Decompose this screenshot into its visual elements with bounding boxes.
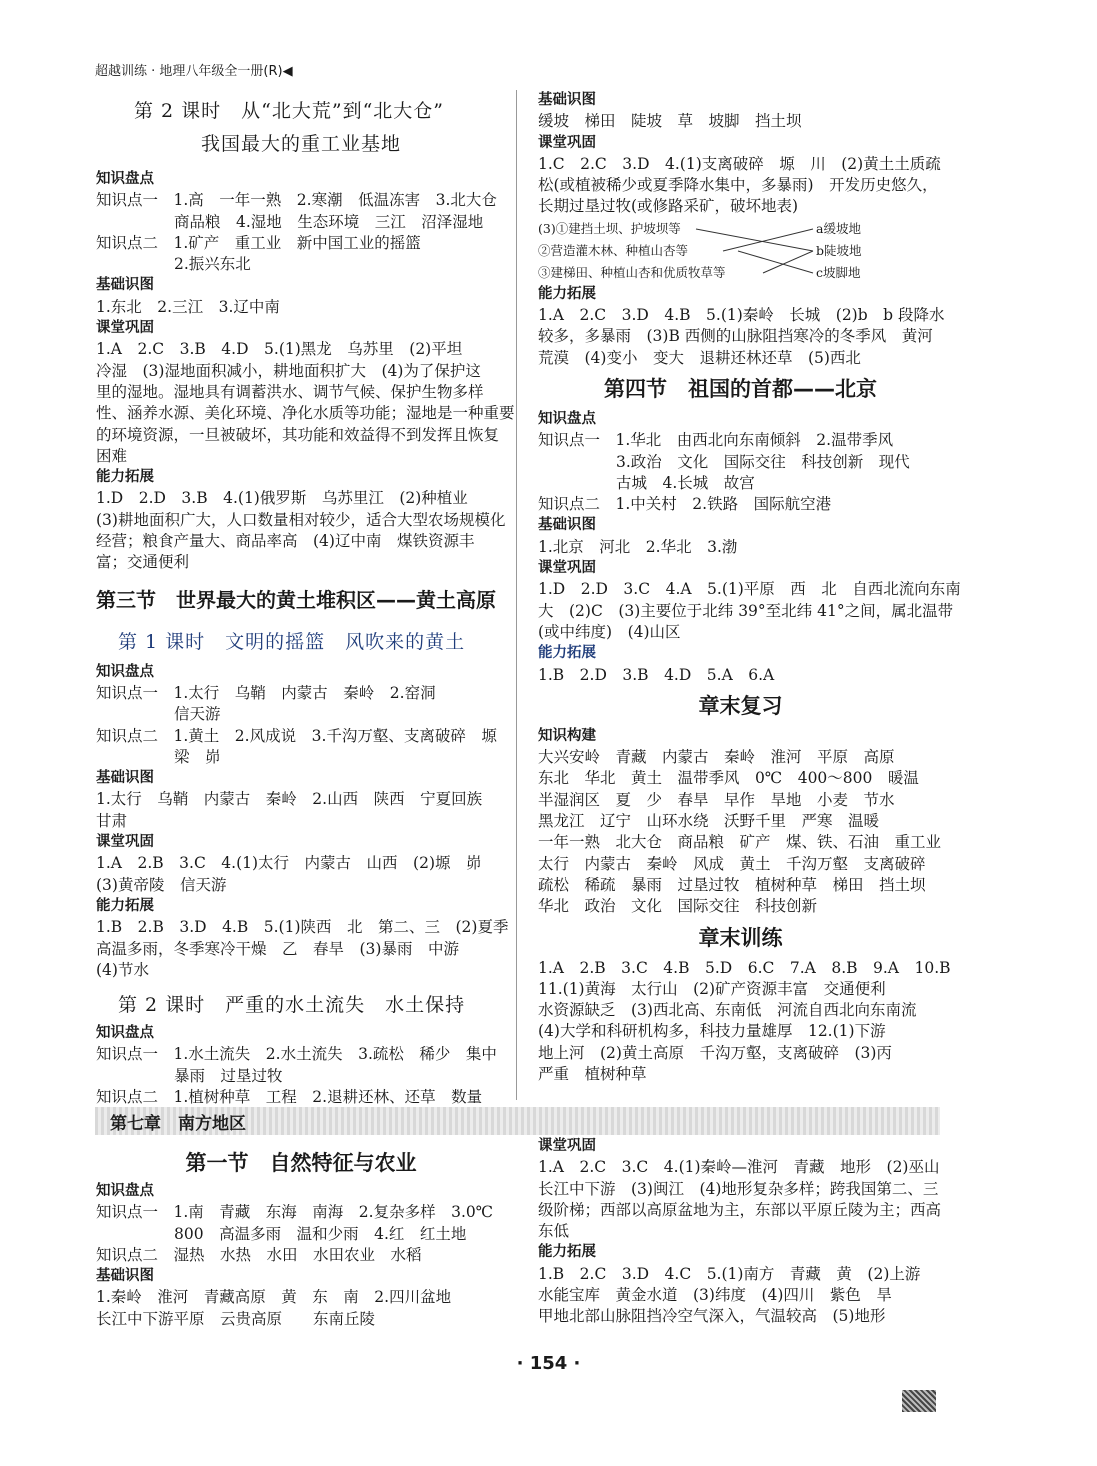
lesson-title: 第 1 课时 文明的摇篮 风吹来的黄土 <box>118 630 466 653</box>
text-line: 2.振兴东北 <box>174 255 251 274</box>
text-line: (4)大学和科研机构多，科技力量雄厚 12.(1)下游 <box>538 1022 886 1041</box>
text-line: 水能宝库 黄金水道 (3)纬度 (4)四川 紫色 旱 <box>538 1286 892 1305</box>
text-line: 长江中下游 (3)闽江 (4)地形复杂多样；跨我国第二、三 <box>538 1179 939 1198</box>
text-line: 1.A 2.B 3.C 4.B 5.D 6.C 7.A 8.B 9.A 10.B <box>538 958 951 977</box>
chapter-title: 第七章 南方地区 <box>110 1114 246 1134</box>
text-line: 梁 峁 <box>174 747 221 766</box>
running-header: 超越训练 · 地理八年级全一册(R)◀ <box>95 64 293 79</box>
matching-target: c坡脚地 <box>816 264 861 280</box>
text-line: 甘肃 <box>96 811 128 830</box>
text-line: 1.B 2.B 3.D 4.B 5.(1)陕西 北 第二、三 (2)夏季 <box>96 918 509 937</box>
matching-target: a缓坡地 <box>816 220 861 236</box>
text-line: 性、涵养水源、美化环境、净化水质等功能；湿地是一种重要 <box>96 404 515 423</box>
section-heading: 能力拓展 <box>96 469 154 486</box>
section-heading: 知识盘点 <box>96 663 154 680</box>
text-line: 冷湿 (3)湿地面积减小，耕地面积扩大 (4)为了保护这 <box>96 361 481 380</box>
lesson-title: 第 2 课时 严重的水土流失 水土保持 <box>118 994 466 1017</box>
text-line: 1.D 2.D 3.C 4.A 5.(1)平原 西 北 自西北流向东南 <box>538 580 961 599</box>
text-line: 信天游 <box>174 705 221 724</box>
text-line: (或中纬度) (4)山区 <box>538 622 681 641</box>
qr-code-icon <box>902 1390 936 1412</box>
text-line: (3)耕地面积广大，人口数量相对较少，适合大型农场规模化 <box>96 510 506 529</box>
left-column <box>96 93 515 1108</box>
chapter-banner <box>95 1107 940 1135</box>
section-heading: 知识构建 <box>538 727 596 744</box>
text-line: 东北 华北 黄土 温带季风 0℃ 400～800 暖温 <box>538 769 919 788</box>
text-line: 华北 政治 文化 国际交往 科技创新 <box>538 897 818 916</box>
right-column <box>538 90 961 1085</box>
text-line: 富；交通便利 <box>96 553 190 572</box>
lesson-subtitle: 我国最大的重工业基地 <box>200 133 401 155</box>
text-line: 半湿润区 夏 少 春旱 早作 旱地 小麦 节水 <box>538 790 895 809</box>
section-heading: 课堂巩固 <box>96 320 154 337</box>
section-heading: 基础识图 <box>96 1268 154 1285</box>
text-line: 疏松 稀疏 暴雨 过垦过牧 植树种草 梯田 挡土坝 <box>538 875 926 894</box>
text-line: 长江中下游平原 云贵高原 东南丘陵 <box>96 1309 376 1328</box>
section-title: 第三节 世界最大的黄土堆积区——黄土高原 <box>96 587 496 612</box>
text-line: 长期过垦过牧(或修路采矿，破坏地表) <box>538 197 799 216</box>
text-line: 东低 <box>538 1222 570 1241</box>
text-line: 1.D 2.D 3.B 4.(1)俄罗斯 乌苏里江 (2)种植业 <box>96 489 468 508</box>
matching-target: b陡坡地 <box>816 242 862 258</box>
text-line: 经营；粮食产量大、商品率高 (4)辽中南 煤铁资源丰 <box>96 532 475 551</box>
text-line: 较多，多暴雨 (3)B 西侧的山脉阻挡寒冷的冬季风 黄河 <box>538 327 933 346</box>
matching-item: ②营造灌木林、种植山杏等 <box>538 242 689 258</box>
text-line: 太行 内蒙古 秦岭 风成 黄土 千沟万壑 支离破碎 <box>538 854 926 873</box>
section-title: 章末训练 <box>698 925 783 950</box>
text-line: 知识点二 1.矿产 重工业 新中国工业的摇篮 <box>96 233 421 252</box>
text-line: 知识点一 1.太行 乌鞘 内蒙古 秦岭 2.窑洞 <box>96 683 436 702</box>
text-line: 高温多雨，冬季寒冷干燥 乙 春旱 (3)暴雨 中游 <box>96 939 459 958</box>
section-heading: 基础识图 <box>538 92 596 108</box>
section-title: 章末复习 <box>698 693 783 718</box>
section-title: 第一节 自然特征与农业 <box>185 1151 417 1175</box>
page-number: · 154 · <box>516 1353 581 1374</box>
section-heading: 知识盘点 <box>96 1025 154 1042</box>
text-line: 1.B 2.D 3.B 4.D 5.A 6.A <box>538 665 775 684</box>
text-line: 困难 <box>96 446 128 465</box>
section-title: 第四节 祖国的首都——北京 <box>604 376 877 401</box>
section-heading: 课堂巩固 <box>538 1138 596 1154</box>
section-heading: 课堂巩固 <box>538 560 596 577</box>
text-line: 知识点一 1.水土流失 2.水土流失 3.疏松 稀少 集中 <box>96 1045 497 1064</box>
text-line: 甲地北部山脉阻挡冷空气深入，气温较高 (5)地形 <box>538 1307 886 1326</box>
text-line: 3.政治 文化 国际交往 科技创新 现代 <box>616 452 910 471</box>
text-line: 水资源缺乏 (3)西北高、东南低 河流自西北向东南流 <box>538 1001 917 1020</box>
section-heading: 课堂巩固 <box>96 834 154 851</box>
text-line: 1.C 2.C 3.D 4.(1)支离破碎 塬 川 (2)黄土土质疏 <box>538 154 941 173</box>
text-line: 大兴安岭 青藏 内蒙古 秦岭 淮河 平原 高原 <box>538 748 895 767</box>
text-line: (4)节水 <box>96 960 149 979</box>
section-heading: 能力拓展 <box>538 645 596 662</box>
text-line: 知识点一 1.华北 由西北向东南倾斜 2.温带季风 <box>538 431 894 450</box>
matching-item: ③建梯田、种植山杏和优质牧草等 <box>538 264 726 280</box>
text-line: 1.北京 河北 2.华北 3.渤 <box>538 537 738 556</box>
text-line: 知识点二 湿热 水热 水田 水田农业 水稻 <box>96 1245 422 1264</box>
text-line: 知识点一 1.南 青藏 东海 南海 2.复杂多样 3.0℃ <box>96 1203 494 1222</box>
text-line: 1.A 2.C 3.B 4.D 5.(1)黑龙 乌苏里 (2)平坦 <box>96 340 463 359</box>
text-line: 1.秦岭 淮河 青藏高原 黄 东 南 2.四川盆地 <box>96 1288 452 1307</box>
section-heading: 基础识图 <box>538 517 596 534</box>
text-line: 800 高温多雨 温和少雨 4.红 红土地 <box>174 1224 467 1243</box>
section-heading: 能力拓展 <box>96 897 154 914</box>
section-heading: 能力拓展 <box>538 285 596 302</box>
text-line: 1.A 2.B 3.C 4.(1)太行 内蒙古 山西 (2)塬 峁 <box>96 854 482 873</box>
matching-item: (3)①建挡土坝、护坡坝等 <box>538 220 681 236</box>
text-line: (3)黄帝陵 信天游 <box>96 875 227 894</box>
text-line: 1.A 2.C 3.C 4.(1)秦岭—淮河 青藏 地形 (2)巫山 <box>538 1158 940 1177</box>
text-line: 1.太行 乌鞘 内蒙古 秦岭 2.山西 陕西 宁夏回族 <box>96 790 483 809</box>
text-line: 荒漠 (4)变小 变大 退耕还林还草 (5)西北 <box>538 348 861 367</box>
text-line: 松(或植被稀少或夏季降水集中，多暴雨) 开发历史悠久， <box>538 176 938 195</box>
text-line: 1.东北 2.三江 3.辽中南 <box>96 297 280 316</box>
text-line: 暴雨 过垦过牧 <box>174 1066 283 1085</box>
text-line: 缓坡 梯田 陡坡 草 坡脚 挡土坝 <box>538 112 802 131</box>
text-line: 11.(1)黄海 太行山 (2)矿产资源丰富 交通便利 <box>538 979 886 998</box>
text-line: 一年一熟 北大仓 商品粮 矿产 煤、铁、石油 重工业 <box>538 833 942 852</box>
section-heading: 能力拓展 <box>538 1244 596 1261</box>
section-heading: 基础识图 <box>96 277 154 294</box>
column-divider <box>516 90 517 1100</box>
text-line: 1.A 2.C 3.D 4.B 5.(1)秦岭 长城 (2)b b 段降水 <box>538 306 945 325</box>
text-line: 严重 植树种草 <box>538 1064 647 1083</box>
text-line: 知识点二 1.中关村 2.铁路 国际航空港 <box>538 495 832 514</box>
text-line: 里的湿地。湿地具有调蓄洪水、调节气候、保护生物多样 <box>96 382 484 401</box>
matching-diagram <box>538 218 943 284</box>
section-heading: 课堂巩固 <box>538 134 596 151</box>
text-line: 商品粮 4.湿地 生态环境 三江 沼泽湿地 <box>174 212 484 231</box>
section-heading: 知识盘点 <box>96 1183 154 1199</box>
text-line: 大 (2)C (3)主要位于北纬 39°至北纬 41°之间，属北温带 <box>538 601 954 620</box>
bottom-left-column <box>96 1145 506 1330</box>
text-line: 级阶梯；西部以高原盆地为主，东部以平原丘陵为主；西高 <box>538 1200 942 1219</box>
text-line: 知识点二 1.黄土 2.风成说 3.千沟万壑、支离破碎 塬 <box>96 726 497 745</box>
text-line: 知识点一 1.高 一年一熟 2.寒潮 低温冻害 3.北大仓 <box>96 191 497 210</box>
section-heading: 基础识图 <box>96 770 154 787</box>
section-heading: 知识盘点 <box>96 171 154 187</box>
bottom-right-column <box>538 1136 943 1328</box>
text-line: 知识点二 1.植树种草 工程 2.退耕还林、还草 数量 <box>96 1087 483 1106</box>
text-line: 古城 4.长城 故宫 <box>616 473 755 492</box>
text-line: 1.B 2.C 3.D 4.C 5.(1)南方 青藏 黄 (2)上游 <box>538 1264 921 1283</box>
section-heading: 知识盘点 <box>538 410 596 427</box>
text-line: 地上河 (2)黄土高原 千沟万壑，支离破碎 (3)丙 <box>538 1043 892 1062</box>
text-line: 的环境资源，一旦被破坏，其功能和效益得不到发挥且恢复 <box>96 425 500 444</box>
lesson-title: 第 2 课时 从“北大荒”到“北大仓” <box>134 100 445 122</box>
text-line: 黑龙江 辽宁 山环水绕 沃野千里 严寒 温暖 <box>538 812 880 831</box>
